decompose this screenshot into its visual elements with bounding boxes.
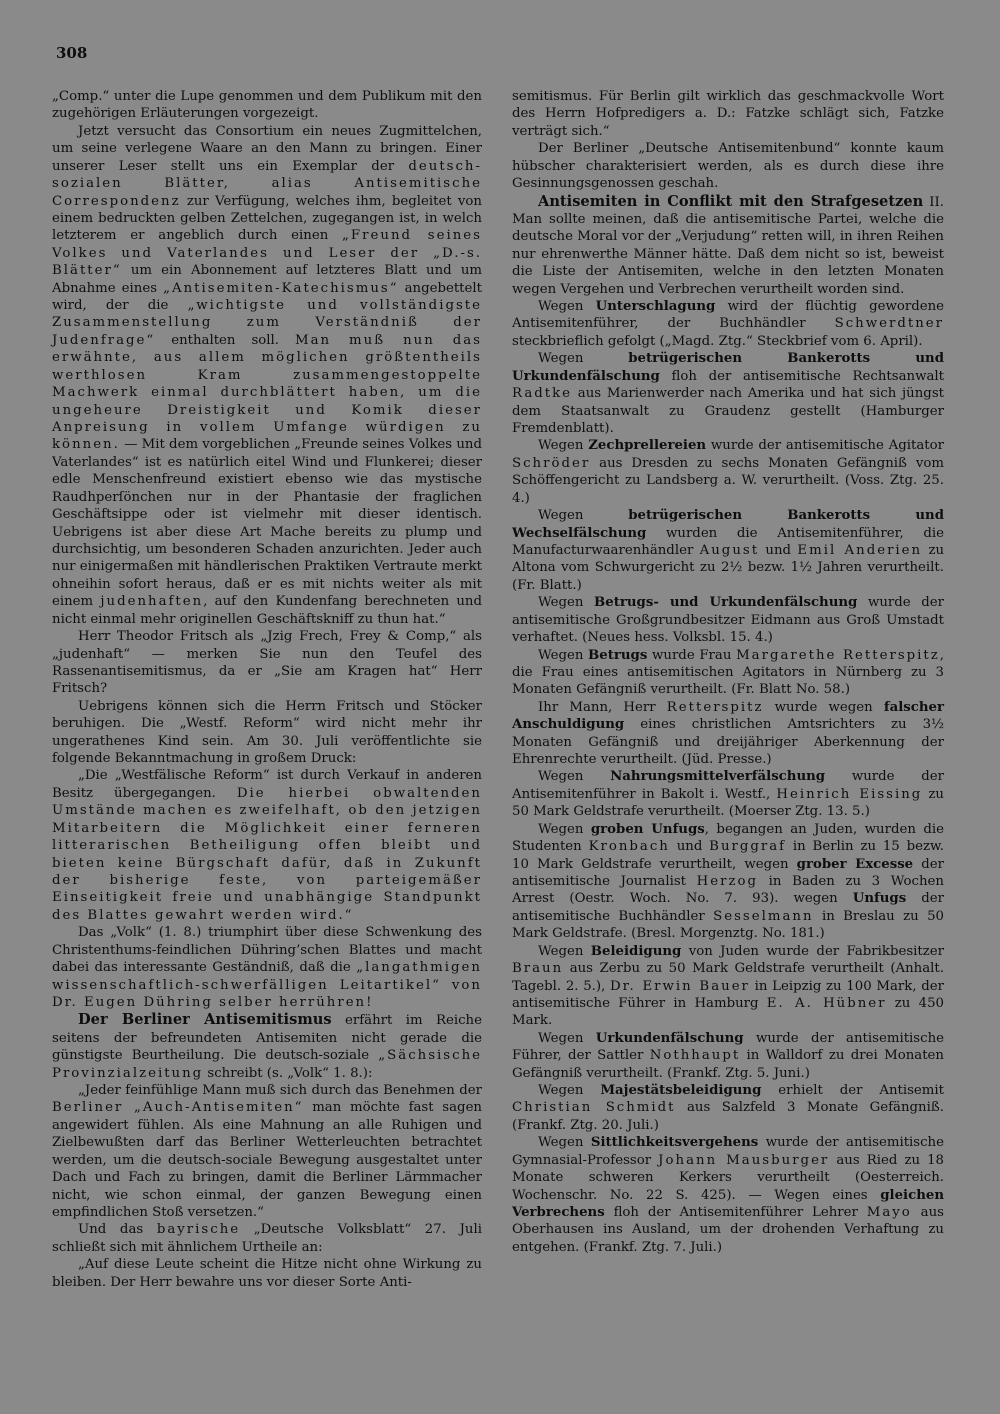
paragraph: Wegen Beleidigung von Juden wurde der Fabrikbesitzer Braun aus Zerbu zu 50 Mark Geldstrafe verurtheilt (Anhalt. Tagebl. 2. 5.), Dr. Erwin Bauer in Leipzig zu 100 Mark, der antisemitische Führer in Hamburg E. A. Hübner zu 450 Mark. xyxy=(512,943,945,1029)
paragraph: Wegen Sittlichkeitsvergehens wurde der antisemitische Gymnasial-Professor Johann Mausburger aus Ried zu 18 Monate schweren Kerkers verurtheilt (Oesterreich. Wochenschr. No. 22 S. 425). — Wegen eines gleichen Verbrechens floh der Antisemitenführer Lehrer Mayo aus Oberhausen ins Ausland, um der drohenden Verhaftung zu entgehen. (Frankf. Ztg. 7. Juli.) xyxy=(512,1135,945,1255)
paragraph: Wegen Unterschlagung wird der flüchtig gewordene Antisemitenführer, der Buchhändler Schwerdtner steckbrieflich gefolgt („Magd. Ztg.“ Steckbrief vom 6. April). xyxy=(512,299,945,349)
paragraph: „Jeder feinfühlige Mann muß sich durch das Benehmen der Berliner „Auch-Antisemiten“ man möchte fast sagen angewidert fühlen. Als eine Mahnung an alle Ruhigen und Zielbewußten darf das Berliner Wetterleuchten betrachtet werden, um die deutsch-sociale Bewegung ausgestaltet unter Dach und Fach zu bringen, damit die Berliner Lärmmacher nicht, wie schon einmal, der ganzen Bewegung einen empfindlichen Stoß versetzen.“ xyxy=(52,1083,482,1220)
left-column xyxy=(52,88,482,1291)
paragraph: semitismus. Für Berlin gilt wirklich das geschmackvolle Wort des Herrn Hofpredigers a. D.: Fatzke schlägt sich, Fatzke verträgt sich.“ xyxy=(512,89,944,139)
section-heading: Antisemiten in Conflikt mit den Strafgesetzen xyxy=(538,192,924,210)
paragraph: Uebrigens können sich die Herrn Fritsch und Stöcker beruhigen. Die „Westf. Reform“ wird nicht mehr ihr ungerathenes Kind sein. Am 30. Juli veröffentlichte sie folgende Bekanntmachung in großem Druck: xyxy=(52,698,482,767)
paragraph: „Die „Westfälische Reform“ ist durch Verkauf in anderen Besitz übergegangen. Die hierbei obwaltenden Umstände machen es zweifelhaft, ob den jetzigen Mitarbeitern die Möglichkeit einer ferneren litterarischen Betheiligung offen bleibt und bieten keine Bürgschaft dafür, daß in Zukunft der bisherige feste, von parteigemäßer Einseitigkeit freie und unabhängige Standpunkt des Blattes gewahrt werden wird.“ xyxy=(52,768,482,923)
paragraph: Herr Theodor Fritsch als „Jzig Frech, Frey & Comp,“ als „judenhaft“ — merken Sie nun den Teufel des Rassenantisemitismus, da er „Sie am Kragen hat“ Herr Fritsch? xyxy=(52,629,482,697)
paragraph: Wegen Urkundenfälschung wurde der antisemitische Führer, der Sattler Nothhaupt in Walldorf zu drei Monaten Gefängniß verurtheilt. (Frankf. Ztg. 5. Juni.) xyxy=(512,1030,944,1081)
page-number: 308 xyxy=(56,44,88,62)
paragraph: „Auf diese Leute scheint die Hitze nicht ohne Wirkung zu bleiben. Der Herr bewahre uns vor dieser Sorte Anti- xyxy=(52,1257,482,1290)
paragraph: Der Berliner „Deutsche Antisemitenbund“ konnte kaum hübscher charakterisiert werden, als es durch diese ihre Gesinnungsgenossen geschah. xyxy=(512,141,944,192)
section-heading: Der Berliner Antisemitismus xyxy=(78,1011,332,1029)
paragraph: Wegen Zechprellereien wurde der antisemitische Agitator Schröder aus Dresden zu sechs Monaten Gefängniß vom Schöffengericht zu Landsberg a. W. verurtheilt. (Voss. Ztg. 25. 4.) xyxy=(512,438,944,506)
paragraph: Jetzt versucht das Consortium ein neues Zugmittelchen, um seine verlegene Waare an den Mann zu bringen. Einer unserer Leser stellt uns ein Exemplar der deutsch-sozialen Blätter, alias Antisemitische Correspondenz zur Verfügung, welches ihm, begleitet von einem bedruckten gelben Zettelchen, zugegangen ist, in welch letzterem er angeblich durch einen „Freund seines Volkes und Vaterlandes und Leser der „D.-s. Blätter“ um ein Abonnement auf letzteres Blatt und um Abnahme eines „Antisemiten-Katechismus“ angebettelt wird, der die „wichtigste und vollständigste Zusammenstellung zum Verständniß der Judenfrage“ enthalten soll. Man muß nun das erwähnte, aus allem möglichen größtentheils werthlosen Kram zusammengestoppelte Machwerk einmal durchblättert haben, um die ungeheure Dreistigkeit und Komik dieser Anpreisung in vollem Umfange würdigen zu können. — Mit dem vorgeblichen „Freunde seines Volkes und Vaterlandes“ ist es natürlich eitel Wind und Flunkerei; dieser edle Menschenfreund existiert ebenso wie das mystische Raudhperſönchen nur in der Phantasie der fraglichen Geschäftsippe oder ist vielmehr mit dieser identisch. Uebrigens ist aber diese Art Mache bereits zu plump und durchsichtig, um besonderen Schaden anzurichten. Jeder auch nur einigermaßen mit händlerischen Praktiken Vertraute merkt ohneihin sofort heraus, daß er es mit nichts weiter als mit einem judenhaften, auf den Kundenfang berechneten und nicht einmal mehr originellen Geschäftskniff zu thun hat.“ xyxy=(52,123,483,627)
paragraph: Antisemiten in Conflikt mit den Strafgesetzen II. Man sollte meinen, daß die antisemitische Partei, welche die deutsche Moral vor der „Verjudung“ retten will, in ihren Reihen nur ehrenwerthe Männer hätte. Daß dem nicht so ist, beweist die Liste der Antisemiten, welche in den letzten Monaten wegen Vergehen und Verbrechen verurtheilt worden sind. xyxy=(512,192,944,297)
paragraph: Wegen Nahrungsmittelverfälschung wurde der Antisemitenführer in Bakolt i. Westf., Heinrich Eissing zu 50 Mark Geldstrafe verurtheilt. (Moerser Ztg. 13. 5.) xyxy=(512,769,944,820)
paragraph: Wegen Betrugs- und Urkundenfälschung wurde der antisemitische Großgrundbesitzer Eidmann aus Groß Umstadt verhaftet. (Neues hess. Volksbl. 15. 4.) xyxy=(512,595,944,646)
paragraph: Wegen betrügerischen Bankerotts und Wechselfälschung wurden die Antisemitenführer, die Manufacturwaarenhändler August und Emil Anderien zu Altona vom Schwurgericht zu 2½ bezw. 1½ Jahren verurtheilt. (Fr. Blatt.) xyxy=(512,508,945,593)
paragraph: Und das bayrische „Deutsche Volksblatt“ 27. Juli schließt sich mit ähnlichem Urtheile an: xyxy=(52,1222,483,1255)
paragraph: Der Berliner Antisemitismus erfährt im Reiche seitens der befreundeten Antisemiten nicht gerade die günstigste Beurtheilung. Die deutsch-soziale „Sächsische Provinzialzeitung schreibt (s. „Volk“ 1. 8.): xyxy=(52,1011,482,1081)
paragraph: Wegen betrügerischen Bankerotts und Urkundenfälschung floh der antisemitische Rechtsanwalt Radtke aus Marienwerder nach Amerika und hat sich jüngst dem Staatsanwalt zu Graudenz gestellt (Hamburger Fremdenblatt). xyxy=(512,351,944,437)
paragraph: Wegen Majestätsbeleidigung erhielt der Antisemit Christian Schmidt aus Salzfeld 3 Monate Gefängniß. (Frankf. Ztg. 20. Juli.) xyxy=(512,1083,945,1133)
paragraph: Ihr Mann, Herr Retterspitz wurde wegen falscher Anschuldigung eines christlichen Amtsrichters zu 3½ Monaten Gefängniß und dreijähriger Aberkennung der Ehrenrechte verurtheilt. (Jüd. Presse.) xyxy=(512,699,944,768)
paragraph: Wegen groben Unfugs, begangen an Juden, wurden die Studenten Kronbach und Burggraf in Berlin zu 15 bezw. 10 Mark Geldstrafe verurtheilt, wegen grober Excesse der antisemitische Journalist Herzog in Baden zu 3 Wochen Arrest (Oestr. Woch. No. 7. 93). wegen Unfugs der antisemitische Buchhändler Sesselmann in Breslau zu 50 Mark Geldstrafe. (Bresl. Morgenztg. No. 181.) xyxy=(512,821,945,942)
paragraph: Das „Volk“ (1. 8.) triumphirt über diese Schwenkung des Christenthums-feindlichen Dühring’schen Blattes und macht dabei das interessante Geständniß, daß die „langathmigen wissenschaftlich-schwerfälligen Leitartikel“ von Dr. Eugen Dühring selber herrühren! xyxy=(52,925,482,1010)
paragraph: Wegen Betrugs wurde Frau Margarethe Retterspitz, die Frau eines antisemitischen Agitators in Nürnberg zu 3 Monaten Gefängniß verurtheilt. (Fr. Blatt No. 58.) xyxy=(512,647,945,698)
right-column xyxy=(512,88,944,1256)
paragraph: „Comp.“ unter die Lupe genommen und dem Publikum mit den zugehörigen Erläuterungen vorgezeigt. xyxy=(52,89,482,122)
